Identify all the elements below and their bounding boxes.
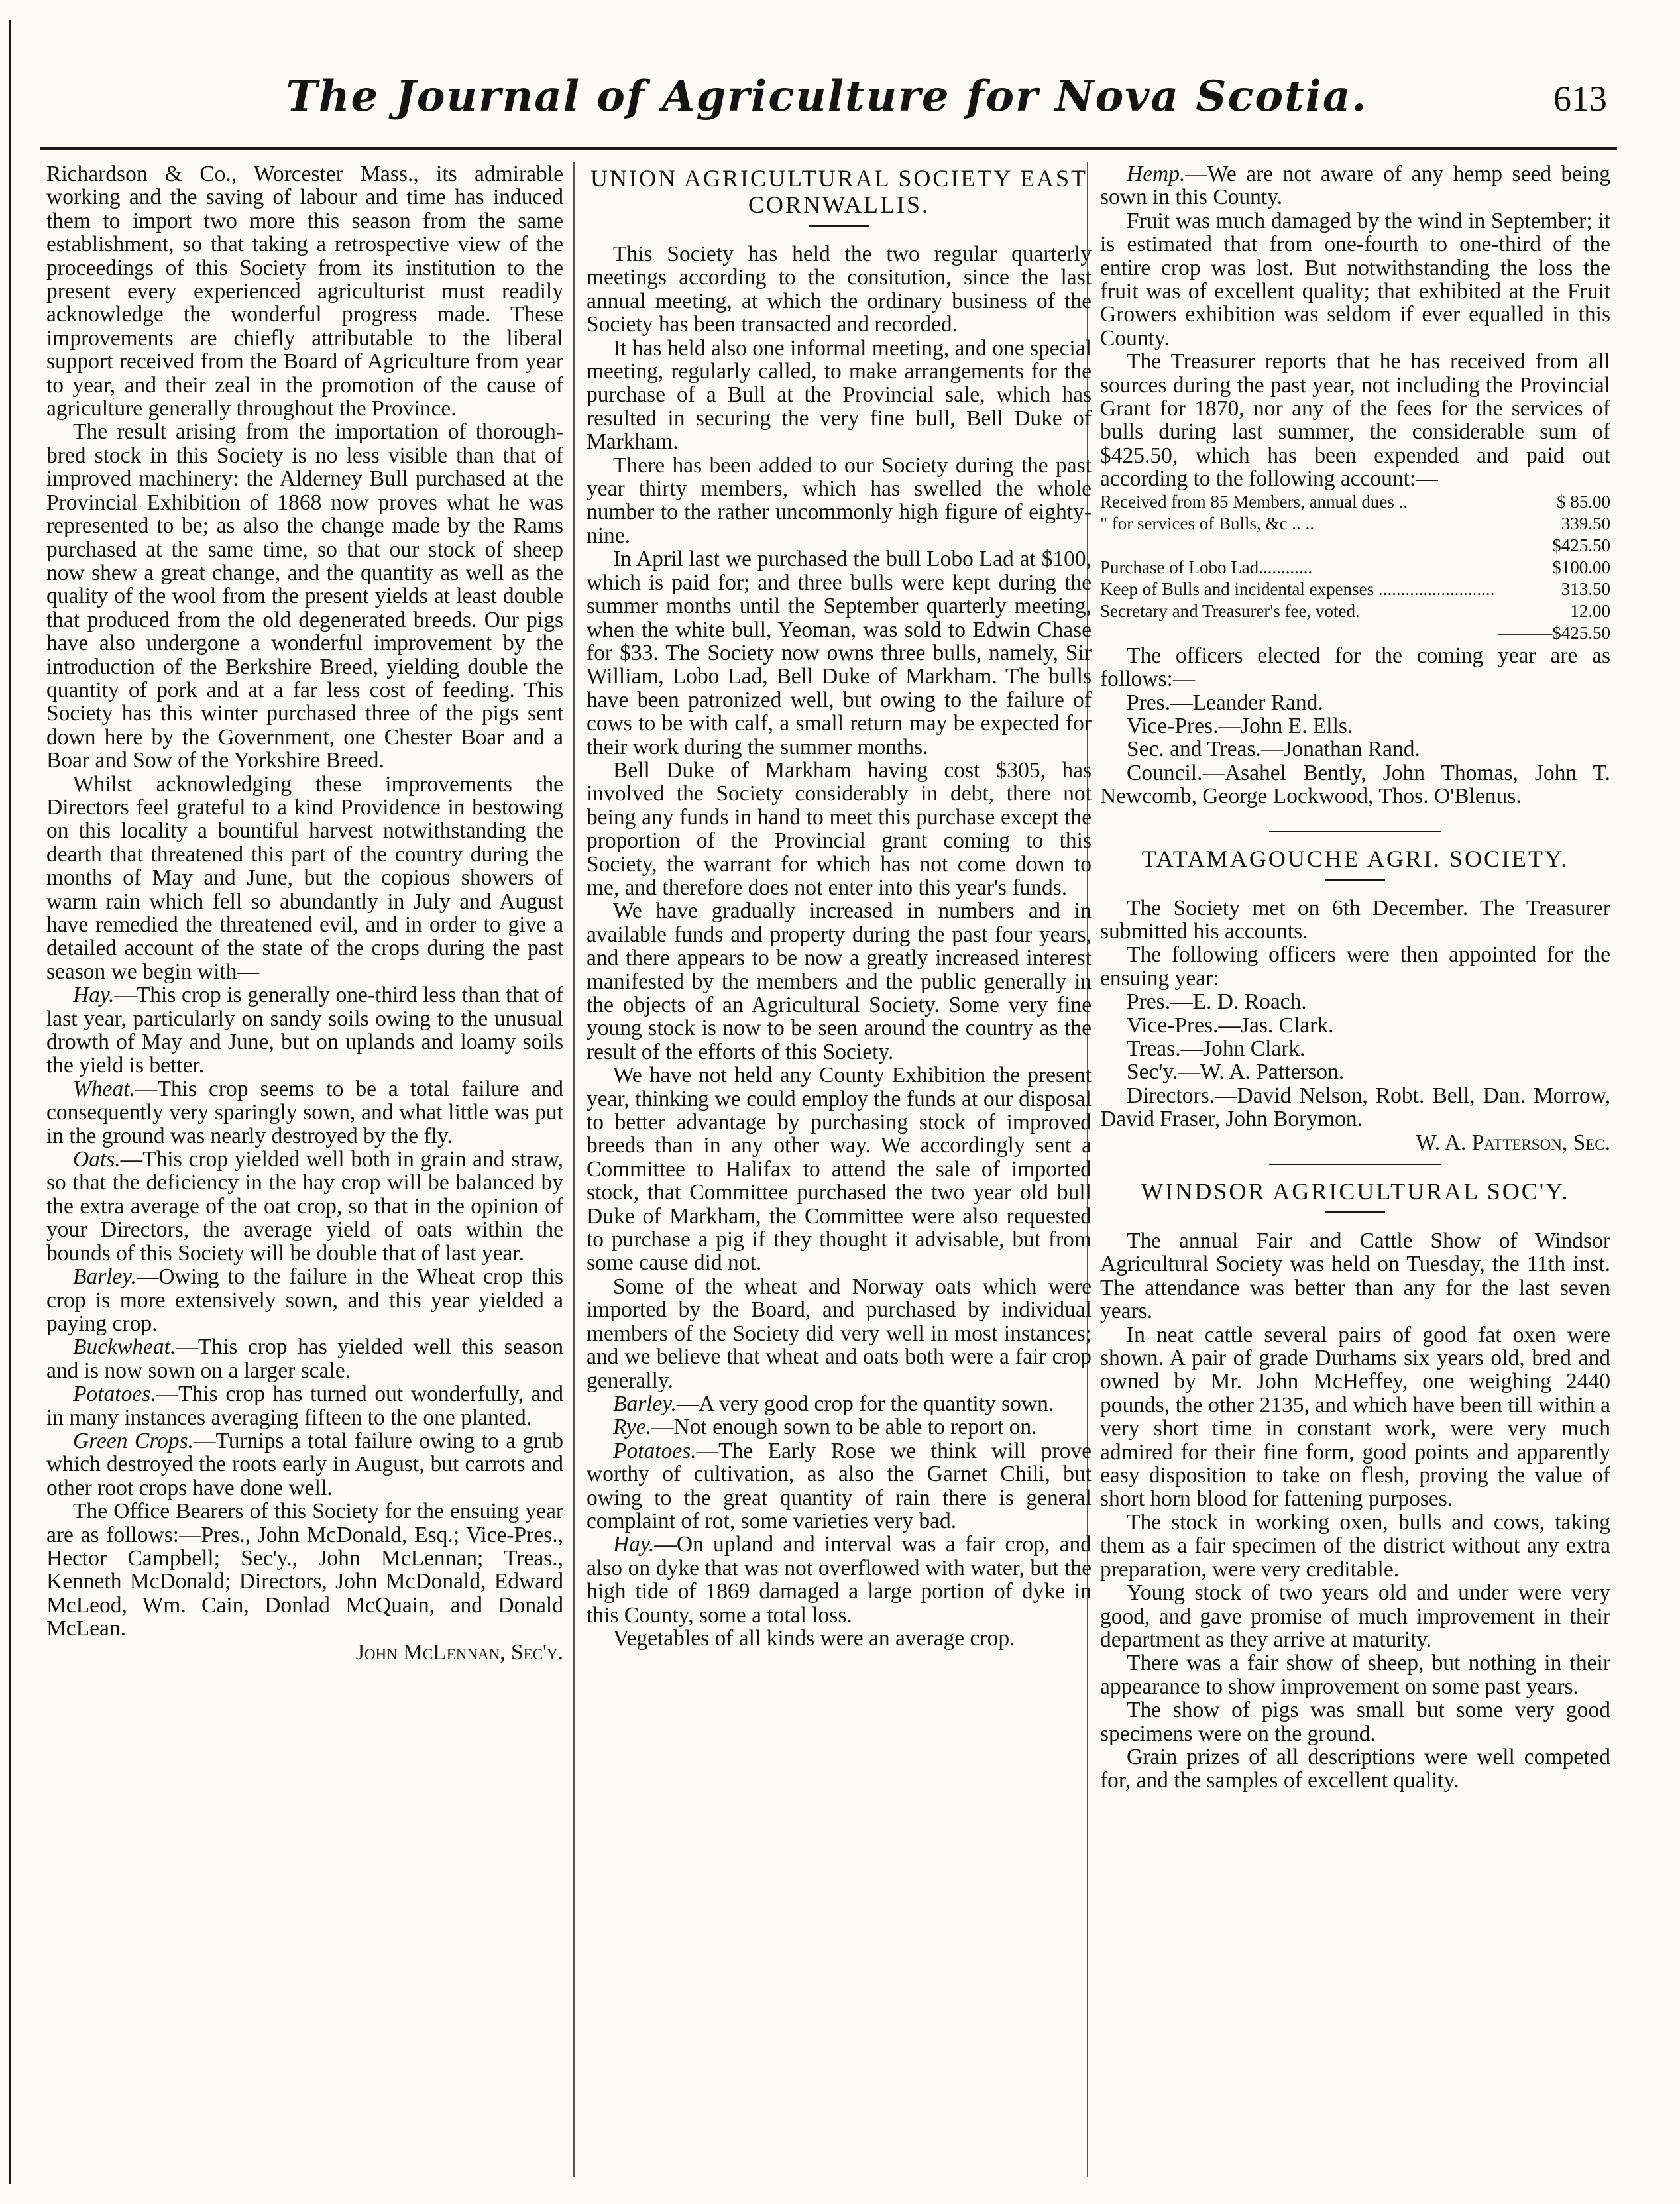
crop-label: Potatoes. <box>613 1438 697 1463</box>
crop-report-green-crops: Green Crops.—Turnips a total failure owing to a grub which destroyed the roots early in August, but carrots and other root crops have done well. <box>46 1428 563 1500</box>
crop-label: Barley. <box>73 1264 137 1290</box>
paragraph: Young stock of two years old and under were very good, and gave promise of much improvement in their department as they arrive at maturity. <box>1100 1580 1610 1652</box>
paragraph: It has held also one informal meeting, and one special meeting, regularly called, to make arrangements for the purchase of a Bull at the Provincial sale, which has resulted in securing the very fine bull, Bell Duke of Markham. <box>587 335 1092 455</box>
section-title: TATAMAGOUCHE AGRI. SOCIETY. <box>1141 845 1569 872</box>
officer-line: Pres.—Leander Rand. <box>1127 690 1323 715</box>
crop-report-potatoes: Potatoes.—This crop has turned out wonderfully, and in many instances averaging fifteen to the one planted. <box>46 1382 563 1430</box>
crop-label: Hay. <box>613 1532 655 1557</box>
paragraph: The result arising from the importation of thorough-bred stock in this Society is no less visible than that of improved machinery: the Alderney Bull purchased at the Provincial Exhibition of 1868 now proves what he was represented to be; as also the change made by the Rams purchased at the same time, so that our stock of sheep now shew a great change, and the quantity as well as the quality of the wool from the present yields at least double that produced from the old degenerated breeds. Our pigs have also undergone a wonderful improvement by the introduction of the Berkshire Breed, yielding double the quantity of pork and at a far less cost of feeding. This Society has this winter purchased three of the pigs sent down here by the Government, one Chester Boar and a Boar and Sow of the Yorkshire Breed. <box>46 419 563 773</box>
journal-title: The Journal of Agriculture for Nova Scotia. <box>286 72 1368 121</box>
crop-label: Wheat. <box>73 1076 135 1101</box>
paragraph: The Treasurer reports that he has received from all sources during the past year, not including the Provincial Grant for 1870, nor any of the fees for the services of bulls during last summer, the considerable sum of $425.50, which has been expended and paid out according to the following account:— <box>1100 349 1610 492</box>
account-total: ———$425.50 <box>1498 622 1610 643</box>
paragraph: Bell Duke of Markham having cost $305, has involved the Society considerably in debt, there not being any funds in hand to meet this purchase except the proportion of the Provincial grant coming to this Society, the warrant for which has not come down to me, and therefore does not enter into this year's funds. <box>587 757 1092 900</box>
officer-line: Treas.—John Clark. <box>1127 1036 1306 1061</box>
crop-report-barley: Barley.—A very good crop for the quantity sown. <box>613 1391 1054 1416</box>
account-row: " for services of Bulls, &c .. .. 339.50 <box>1100 513 1610 533</box>
paragraph: Richardson & Co., Worcester Mass., its admirable working and the saving of labour and time has induced them to import two more this season from the same establishment, so that taking a retrospective view of the proceedings of this Society from its institution to the present every experienced agriculturist must readily acknowledge the wonderful progress made. These improvements are chiefly attributable to the liberal support received from the Board of Agriculture from year to year, and their zeal in the promotion of the cause of agriculture generally throughout the Province. <box>46 162 563 421</box>
treasurer-account <box>1100 491 1610 644</box>
title-rule <box>809 225 869 227</box>
account-total: $425.50 <box>1552 535 1610 555</box>
officer-line: Directors.—David Nelson, Robt. Bell, Dan. Morrow, David Fraser, John Borymon. <box>1100 1083 1610 1132</box>
paragraph: The show of pigs was small but some very good specimens were on the ground. <box>1100 1698 1610 1746</box>
paragraph: We have gradually increased in numbers and in available funds and property during the past four years, and there appears to be now a greatly increased interest manifested by the members and the public generally in the objects of an Agricultural Society. Some very fine young stock is now to be seen around the country as the result of the efforts of this Society. <box>587 899 1092 1064</box>
account-row: Secretary and Treasurer's fee, voted. 12.00 <box>1100 600 1610 621</box>
officer-line: Pres.—E. D. Roach. <box>1127 989 1307 1015</box>
crop-report-rye: Rye.—Not enough sown to be able to report on. <box>613 1415 1037 1440</box>
paragraph: Vegetables of all kinds were an average crop. <box>613 1625 1015 1651</box>
title-rule <box>1325 879 1385 881</box>
crop-label: Buckwheat. <box>73 1335 176 1360</box>
column-divider <box>573 162 575 2177</box>
paragraph: The following officers were then appointed for the ensuing year: <box>1100 942 1610 991</box>
crop-report-potatoes: Potatoes.—The Early Rose we think will prove worthy of cultivation, as also the Garnet Chili, but owing to the great quantity of rain there is general complaint of rot, some varieties very bad. <box>587 1438 1092 1533</box>
paragraph: The officers elected for the coming year are as follows:— <box>1100 643 1610 692</box>
crop-report-hemp: Hemp.—We are not aware of any hemp seed being sown in this County. <box>1100 162 1610 210</box>
page-edge-rule <box>9 20 11 2184</box>
paragraph: We have not held any County Exhibition the present year, thinking we could employ the funds at our disposal to better advantage by purchasing stock of improved breeds than in any other way. We accordingly sent a Committee to Halifax to attend the sale of imported stock, that Committee purchased the two year old bull Duke of Markham, the Committee were also requested to purchase a pig if they thought it advisable, but from some cause did not. <box>587 1063 1092 1276</box>
crop-report-hay: Hay.—This crop is generally one-third less than that of last year, particularly on sandy soils owing to the unusual drowth of May and June, but on uplands and loamy soils the yield is better. <box>46 983 563 1078</box>
crop-report-wheat: Wheat.—This crop seems to be a total failure and consequently very sparingly sown, and what little was put in the ground was nearly destroyed by the fly. <box>46 1076 563 1148</box>
office-bearers: The Office Bearers of this Society for the ensuing year are as follows:—Pres., John McDonald, Esq.; Vice-Pres., Hector Campbell; Sec'y., John McLennan; Treas., Kenneth McDonald; Directors, John McDonald, Edward McLeod, Wm. Cain, Donlad McQuain, and Donald McLean. <box>46 1499 563 1641</box>
title-rule <box>1325 1211 1385 1213</box>
paragraph: Whilst acknowledging these improvements the Directors feel grateful to a kind Providence in bestowing on this locality a bountiful harvest notwithstanding the dearth that threatened this part of the country during the months of May and June, but the copious showers of warm rain which fell so abundantly in July and August have remedied the threatened evil, and in order to give a detailed account of the state of the crops during the past season we begin with— <box>46 771 563 984</box>
section-separator <box>1269 831 1441 832</box>
crop-report-barley: Barley.—Owing to the failure in the Wheat crop this crop is more extensively sown, and this year yielded a paying crop. <box>46 1264 563 1336</box>
crop-label: Barley. <box>613 1391 677 1416</box>
crop-report-oats: Oats.—This crop yielded well both in grain and straw, so that the deficiency in the hay crop will be balanced by the extra average of the oat crop, so that in the opinion of your Directors, the average yield of oats within the bounds of this Society will be double that of last year. <box>46 1147 563 1266</box>
running-head <box>40 66 1614 139</box>
section-title: UNION AGRICULTURAL SOCIETY EAST CORNWALLIS. <box>590 165 1088 218</box>
paragraph: The annual Fair and Cattle Show of Windsor Agricultural Society was held on Tuesday, the 11th inst. The attendance was better than any for the last seven years. <box>1100 1229 1610 1324</box>
signature: W. A. Patterson, Sec. <box>1416 1130 1610 1155</box>
paragraph: In neat cattle several pairs of good fat oxen were shown. A pair of grade Durhams six years old, bred and owned by Mr. John McHeffey, one weighing 2440 pounds, the other 2135, and which have been till within a very short time in constant work, were very much admired for their fine form, good points and apparently easy disposition to take on flesh, proving the value of short horn blood for fattening purposes. <box>1100 1322 1610 1512</box>
paragraph: Grain prizes of all descriptions were well competed for, and the samples of excellent quality. <box>1100 1744 1610 1793</box>
paragraph: There has been added to our Society during the past year thirty members, which has swelled the whole number to the rather uncommonly high figure of eighty-nine. <box>587 453 1092 548</box>
header-rule <box>40 147 1617 150</box>
paragraph: In April last we purchased the bull Lobo Lad at $100, which is paid for; and three bulls were kept during the summer months until the September quarterly meeting, when the white bull, Yeoman, was sold to Edwin Chase for $33. The Society now owns three bulls, namely, Sir William, Lobo Lad, Bell Duke of Markham. The bulls have been patronized well, but owing to the failure of cows to be with calf, a small return may be expected for their work during the summer months. <box>587 547 1092 759</box>
paragraph: The stock in working oxen, bulls and cows, taking them as a fair specimen of the district without any extra preparation, were very creditable. <box>1100 1510 1610 1582</box>
paragraph: There was a fair show of sheep, but nothing in their appearance to show improvement on some past years. <box>1100 1651 1610 1699</box>
paragraph: Fruit was much damaged by the wind in September; it is estimated that from one-fourth to one-third of the entire crop was lost. But notwithstanding the loss the fruit was of excellent quality; that exhibited at the Fruit Growers exhibition was seldom if ever equalled in this County. <box>1100 208 1610 351</box>
page-number: 613 <box>1553 79 1607 119</box>
paragraph: This Society has held the two regular quarterly meetings according to the consitution, since the last annual meeting, at which the ordinary business of the Society has been transacted and recorded. <box>587 242 1092 337</box>
crop-label: Green Crops. <box>73 1428 194 1453</box>
signature: John McLennan, Sec'y. <box>355 1639 563 1665</box>
officer-line: Sec. and Treas.—Jonathan Rand. <box>1127 737 1420 762</box>
account-row: Purchase of Lobo Lad............ $100.00 <box>1100 557 1610 577</box>
account-row: Keep of Bulls and incidental expenses .......................... 313.50 <box>1100 579 1610 599</box>
officer-line: Sec'y.—W. A. Patterson. <box>1127 1060 1345 1085</box>
column-2 <box>587 162 1092 1650</box>
column-3 <box>1100 162 1610 1792</box>
account-row: Received from 85 Members, annual dues .. $ 85.00 <box>1100 491 1610 512</box>
column-1 <box>46 162 563 1664</box>
crop-label: Hay. <box>73 983 115 1008</box>
crop-label: Potatoes. <box>73 1382 156 1407</box>
crop-label: Oats. <box>73 1147 121 1172</box>
crop-report-buckwheat: Buckwheat.—This crop has yielded well this season and is now sown on a larger scale. <box>46 1335 563 1383</box>
crop-label: Hemp. <box>1127 162 1186 186</box>
paragraph: Some of the wheat and Norway oats which were imported by the Board, and purchased by individual members of the Society did very well in most instances; and we believe that wheat and oats both were a fair crop generally. <box>587 1274 1092 1393</box>
officer-line: Vice-Pres.—John E. Ells. <box>1127 713 1353 738</box>
section-title: WINDSOR AGRICULTURAL SOC'Y. <box>1141 1178 1570 1205</box>
officer-line: Vice-Pres.—Jas. Clark. <box>1127 1013 1334 1038</box>
officer-line: Council.—Asahel Bently, John Thomas, John T. Newcomb, George Lockwood, Thos. O'Blenus. <box>1100 760 1610 809</box>
section-separator <box>1269 1164 1441 1165</box>
crop-label: Rye. <box>613 1415 651 1440</box>
crop-report-hay: Hay.—On upland and interval was a fair crop, and also on dyke that was not overflowed with water, but the high tide of 1869 damaged a large portion of dyke in this County, some a total loss. <box>587 1532 1092 1627</box>
paragraph: The Society met on 6th December. The Treasurer submitted his accounts. <box>1100 895 1610 944</box>
